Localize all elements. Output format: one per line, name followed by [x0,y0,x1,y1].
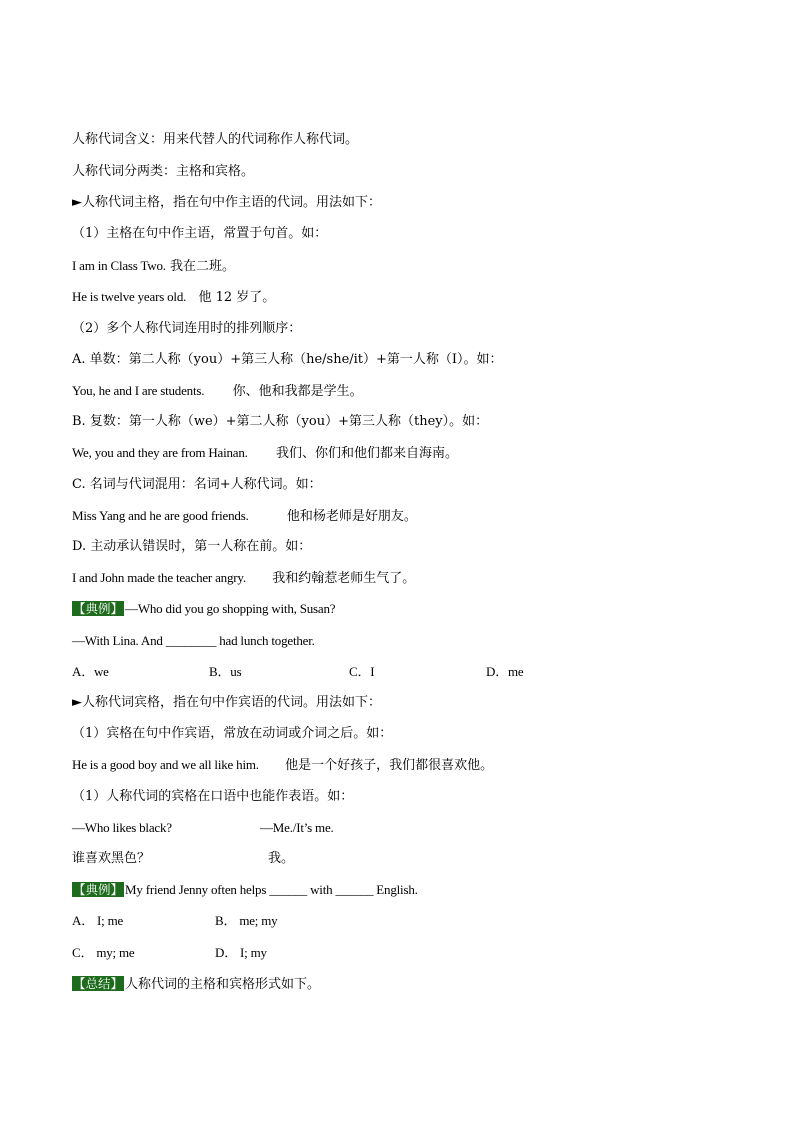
example-line [72,257,235,276]
example-question-2 [72,881,418,900]
definition-line: 人称代词含义：用来代替人的代词称作人称代词。 [72,132,359,147]
answer-options-2-row1 [72,912,277,930]
summary-tag: 【总结】 [73,976,124,991]
example-english: He is a good boy and we all like him. [72,757,259,772]
dialogue-question-cn: 谁喜欢黑色？ [72,851,151,866]
answer-options-2-row2 [72,944,267,962]
rule-c-line: C. 名词与代词混用：名词+人称代词。如： [72,477,322,492]
rule-d-line: D. 主动承认错误时，第一人称在前。如： [72,539,312,554]
option-c[interactable]: C．I [349,664,375,679]
question-text: My friend Jenny often helps ______ with ______ English. [125,882,418,897]
example-english: We, you and they are from Hainan. [72,445,248,460]
rule-a-line: A. 单数：第二人称（you）+第三人称（he/she/it）+第一人称（I）。如： [72,352,503,367]
object-heading: ►人称代词宾格，指在句中作宾语的代词。用法如下： [72,695,381,710]
example-line [72,444,458,463]
example-english: I am in Class Two. [72,258,166,273]
example-chinese: 你、他和我都是学生。 [232,384,363,399]
dialogue-answer: —Me./It’s me. [260,820,334,835]
question-text: —Who did you go shopping with, Susan? [125,601,336,616]
example-english: You, he and I are students. [72,383,205,398]
example-tag: 【典例】 [73,601,124,616]
dialogue-answer-cn: 我。 [268,851,295,866]
subject-heading: ►人称代词主格，指在句中作主语的代词。用法如下： [72,195,381,210]
example-chinese: 他是一个好孩子，我们都很喜欢他。 [285,758,494,773]
example-english: Miss Yang and he are good friends. [72,508,249,523]
dialogue-chinese [72,850,294,868]
example-line [72,382,363,401]
example-chinese: 他 12 岁了。 [198,290,276,305]
example-question-1 [72,600,335,619]
example-chinese: 我们、你们和他们都来自海南。 [276,446,459,461]
example-line [72,569,415,588]
example-chinese: 我在二班。 [169,259,235,274]
rule-2-line: （2）多个人称代词连用时的排列顺序： [72,321,302,336]
option-b[interactable]: B． me; my [215,913,278,928]
example-english: He is twelve years old. [72,289,187,304]
option-b[interactable]: B．us [209,664,242,679]
option-a[interactable]: A． I; me [72,913,124,928]
option-c[interactable]: C． my; me [72,945,135,960]
answer-options-1 [72,663,523,681]
dialogue-question: —Who likes black? [72,820,172,835]
object-rule-2-line: （1）人称代词的宾格在口语中也能作表语。如： [72,789,354,804]
categories-line: 人称代词分两类：主格和宾格。 [72,164,255,179]
option-a[interactable]: A．we [72,664,109,679]
dialogue-english [72,819,334,838]
example-line [72,507,417,526]
summary-line [72,975,320,994]
example-english: I and John made the teacher angry. [72,570,246,585]
example-chinese: 他和杨老师是好朋友。 [286,509,417,524]
example-tag: 【典例】 [73,882,124,897]
example-line [72,756,493,775]
option-d[interactable]: D．me [486,664,524,679]
example-chinese: 我和约翰惹老师生气了。 [272,571,416,586]
example-line [72,288,275,307]
option-d[interactable]: D． I; my [215,945,267,960]
rule-1-line: （1）主格在句中作主语，常置于句首。如： [72,226,328,241]
rule-b-line: B. 复数：第一人称（we）+第二人称（you）+第三人称（they）。如： [72,414,489,429]
summary-text: 人称代词的主格和宾格形式如下。 [125,977,321,992]
question-blank-line: —With Lina. And ________ had lunch together. [72,633,315,648]
object-rule-1-line: （1）宾格在句中作宾语，常放在动词或介词之后。如： [72,726,393,741]
